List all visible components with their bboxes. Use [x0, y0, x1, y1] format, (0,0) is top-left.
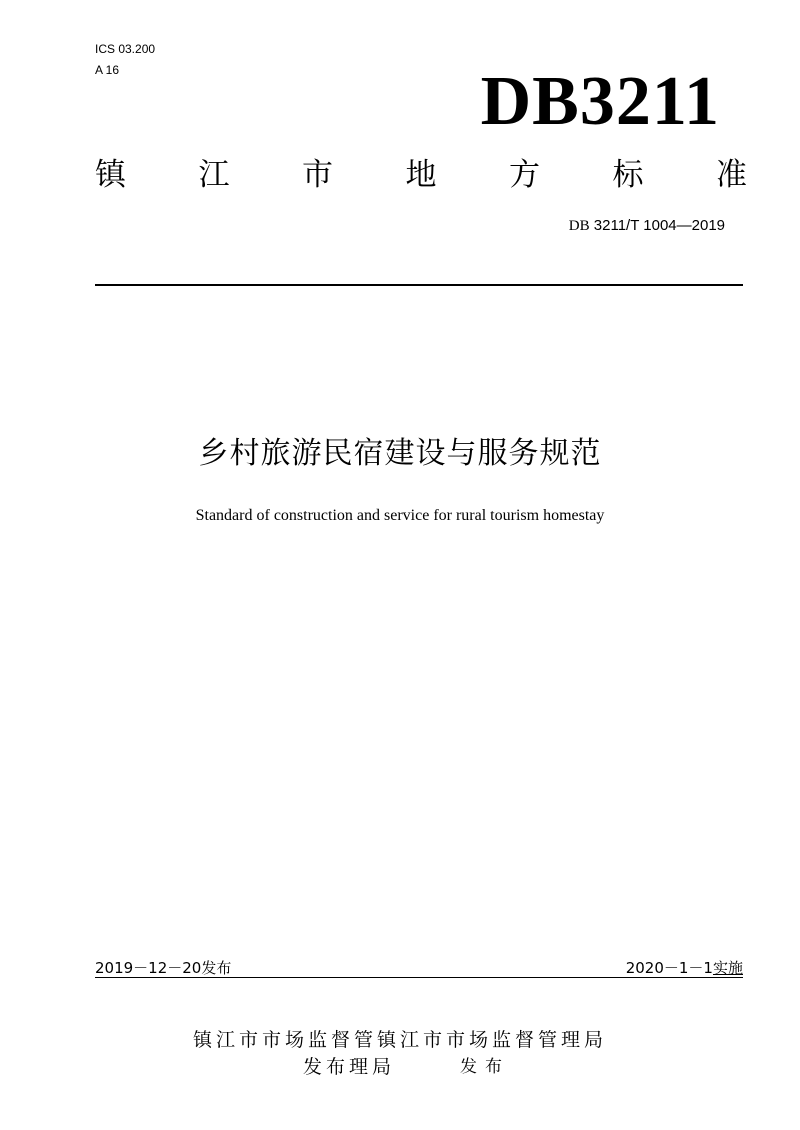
- standard-number-prefix: DB: [568, 218, 590, 234]
- standard-number: [569, 216, 725, 236]
- standard-type-heading: [95, 155, 747, 195]
- standard-type-char: 准: [716, 157, 747, 193]
- ccs-code: A 16: [95, 63, 120, 77]
- db-standard-logo: DB3211: [480, 63, 720, 140]
- issuer-line-3: 发布: [460, 1057, 510, 1077]
- standard-number-value: 3211/T 1004—2019: [589, 217, 725, 234]
- standard-type-char: 镇: [95, 157, 126, 193]
- standard-type-char: 方: [509, 157, 540, 193]
- implement-date-value: 2020－1－1: [625, 959, 713, 977]
- implement-date-label: 实施: [712, 959, 743, 977]
- issuer-line-1: 镇江市市场监督管镇江市市场监督管理局: [192, 1029, 607, 1051]
- standard-type-char: 市: [302, 157, 333, 193]
- standard-type-char: 地: [405, 157, 437, 193]
- publish-date: [95, 958, 231, 978]
- publish-date-label: 发布: [201, 959, 232, 977]
- issuer-line-2: 发布理局: [303, 1056, 396, 1078]
- ics-code: ICS 03.200: [95, 42, 156, 56]
- publish-date-value: 2019－12－20: [95, 959, 202, 977]
- standard-type-char: 标: [612, 157, 644, 193]
- implement-date: [626, 958, 743, 978]
- document-title-english: Standard of construction and service for rural tourism homestay: [195, 507, 605, 524]
- standard-type-char: 江: [198, 157, 230, 193]
- header-divider: [95, 284, 743, 286]
- document-title-chinese: 乡村旅游民宿建设与服务规范: [198, 436, 602, 471]
- footer-divider: [95, 977, 743, 978]
